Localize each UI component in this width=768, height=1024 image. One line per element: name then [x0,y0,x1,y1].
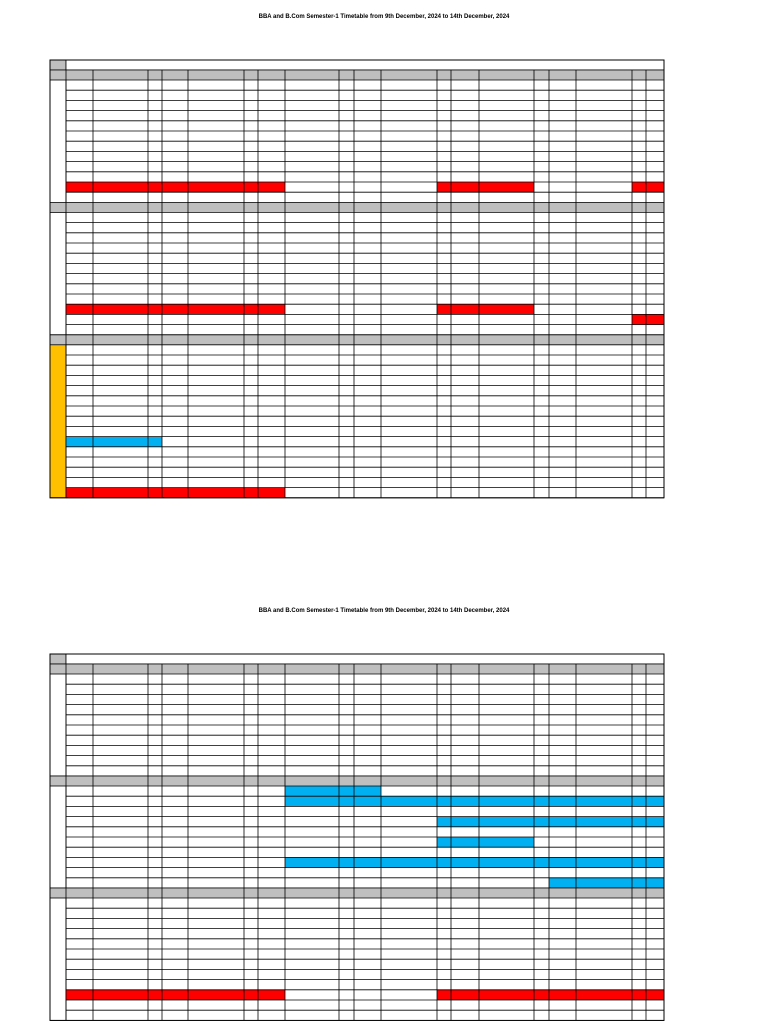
page-1-title: BBA and B.Com Semester-1 Timetable from 9th December, 2024 to 14th December, 2024 [258,14,510,20]
blue-highlight-cell [437,837,534,847]
section-header-band [50,888,664,898]
blue-highlight-cell [285,857,664,867]
section-header-band [50,664,664,674]
red-highlight-cell [66,990,285,1000]
blue-highlight-cell [285,796,664,806]
top-strip [66,654,664,664]
day-cell [50,674,66,776]
section-header-band [50,776,664,786]
red-highlight-cell [437,990,664,1000]
blue-highlight-cell [549,878,664,888]
blue-highlight-cell [437,817,664,827]
day-cell [50,898,66,1020]
page-2-title: BBA and B.Com Semester-1 Timetable from 9th December, 2024 to 14th December, 2024 [258,608,510,614]
blue-highlight-cell [285,786,381,796]
day-cell [50,786,66,888]
corner-cell [50,654,66,664]
